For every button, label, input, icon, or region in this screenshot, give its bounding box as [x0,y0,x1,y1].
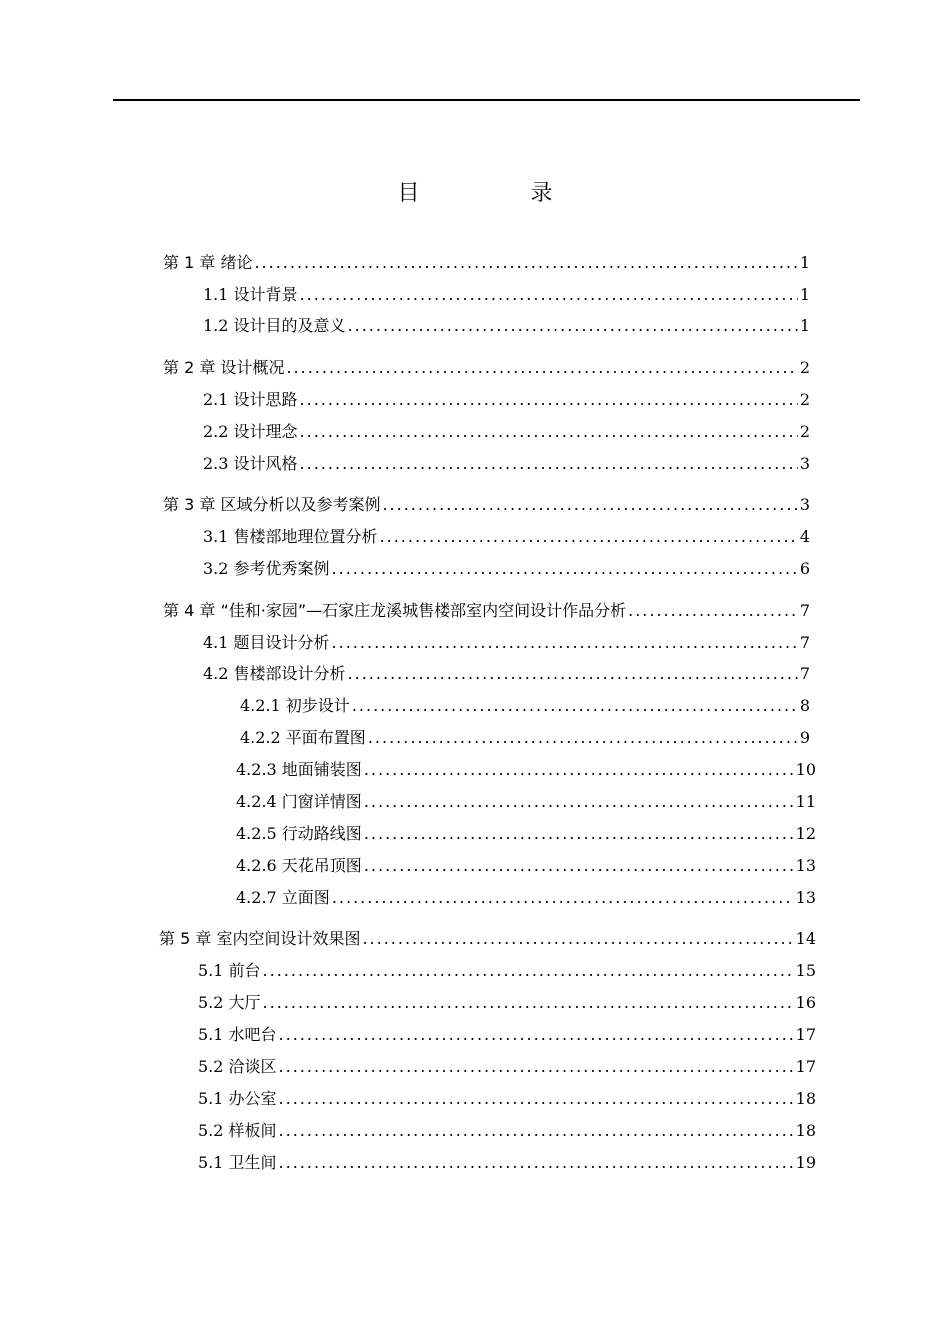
toc-leader [364,792,794,811]
toc-label: 5.2 样板间 [198,1121,277,1140]
toc-label: 5.1 水吧台 [198,1025,277,1044]
toc-label: 5.1 前台 [198,961,261,980]
toc-label: 2.1 设计思路 [203,390,298,409]
toc-label: 第 5 章 室内空间设计效果图 [159,929,361,948]
toc-label: 4.2.3 地面铺装图 [236,760,362,779]
toc-label: 5.2 大厅 [198,993,261,1012]
toc-entry[interactable] [240,693,810,717]
toc-entry[interactable] [198,1054,816,1078]
toc-page: 17 [795,1057,816,1076]
toc-page: 1 [799,316,810,335]
toc-label: 4.2.1 初步设计 [240,696,350,715]
toc-entry[interactable] [203,630,810,654]
toc-entry[interactable] [203,451,810,475]
toc-leader [279,1089,794,1108]
toc-label: 1.2 设计目的及意义 [203,316,346,335]
toc-page: 13 [795,888,816,907]
toc-leader [352,696,798,715]
toc-leader [279,1025,794,1044]
toc-entry[interactable] [163,250,810,274]
toc-label: 4.2.5 行动路线图 [236,824,362,843]
toc-label: 1.1 设计背景 [203,285,298,304]
toc-page: 15 [795,961,816,980]
toc-leader [368,728,798,747]
toc-label: 5.1 卫生间 [198,1153,277,1172]
toc-page: 2 [799,358,810,377]
toc-entry[interactable] [203,556,810,580]
toc-entry[interactable] [203,387,810,411]
toc-page: 8 [799,696,810,715]
toc-page: 4 [799,527,810,546]
toc-label: 第 2 章 设计概况 [163,358,285,377]
toc-page: 7 [799,633,810,652]
toc-entry[interactable] [203,282,810,306]
toc-entry[interactable] [203,524,810,548]
toc-page: 18 [795,1121,816,1140]
toc-entry[interactable] [236,853,816,877]
toc-page: 18 [795,1089,816,1108]
toc-leader [382,495,797,514]
toc-page: 7 [799,601,810,620]
toc-leader [364,824,794,843]
toc-leader [279,1121,794,1140]
toc-entry[interactable] [236,885,816,909]
toc-leader [628,601,798,620]
toc-leader [279,1057,794,1076]
toc-page: 17 [795,1025,816,1044]
toc-leader [332,559,798,578]
toc-label: 3.1 售楼部地理位置分析 [203,527,378,546]
toc-leader [362,929,793,948]
toc-entry[interactable] [236,757,816,781]
toc-page: 1 [799,253,810,272]
toc-leader [263,961,794,980]
toc-entry[interactable] [159,926,816,950]
toc-entry[interactable] [203,661,810,685]
toc-label: 第 3 章 区域分析以及参考案例 [163,495,381,514]
toc-label: 第 1 章 绪论 [163,253,253,272]
toc-label: 3.2 参考优秀案例 [203,559,330,578]
toc-entry[interactable] [198,1086,816,1110]
toc-leader [300,422,798,441]
toc-page: 14 [795,929,816,948]
toc-entry[interactable] [198,958,816,982]
toc-page: 10 [795,760,816,779]
toc-page: 16 [795,993,816,1012]
toc-label: 5.1 办公室 [198,1089,277,1108]
toc-page: 12 [795,824,816,843]
toc-page: 2 [799,390,810,409]
toc-label: 4.2.7 立面图 [236,888,330,907]
toc-entry[interactable] [240,725,810,749]
toc-leader [332,888,794,907]
toc-entry[interactable] [236,789,816,813]
toc-page: 7 [799,664,810,683]
toc-entry[interactable] [163,492,810,516]
toc-page: 6 [799,559,810,578]
toc-page: 2 [799,422,810,441]
page-title: 目 录 [397,181,605,206]
toc-label: 2.3 设计风格 [203,454,298,473]
toc-leader [300,454,798,473]
toc-page: 19 [795,1153,816,1172]
toc-leader [332,633,798,652]
toc-leader [279,1153,794,1172]
toc-leader [300,285,798,304]
toc-page: 3 [799,495,810,514]
toc-entry[interactable] [203,313,810,337]
toc-label: 4.2.4 门窗详情图 [236,792,362,811]
toc-leader [300,390,798,409]
toc-page: 11 [795,792,816,811]
toc-entry[interactable] [198,1118,816,1142]
toc-entry[interactable] [198,990,816,1014]
toc-label: 4.2.2 平面布置图 [240,728,366,747]
toc-leader [286,358,797,377]
toc-leader [263,993,794,1012]
toc-entry[interactable] [198,1022,816,1046]
toc-entry[interactable] [163,355,810,379]
toc-label: 第 4 章 “佳和·家园”—石家庄龙溪城售楼部室内空间设计作品分析 [163,601,627,620]
toc-leader [348,316,798,335]
toc-label: 4.2 售楼部设计分析 [203,664,346,683]
toc-label: 4.1 题目设计分析 [203,633,330,652]
toc-leader [364,760,794,779]
toc-page: 1 [799,285,810,304]
toc-label: 2.2 设计理念 [203,422,298,441]
toc-entry[interactable] [236,821,816,845]
toc-page: 13 [795,856,816,875]
toc-page: 9 [799,728,810,747]
toc-entry[interactable] [163,598,810,622]
toc-entry[interactable] [198,1150,816,1174]
toc-entry[interactable] [203,419,810,443]
toc-page: 3 [799,454,810,473]
toc-label: 5.2 洽谈区 [198,1057,277,1076]
toc-leader [254,253,797,272]
toc-leader [348,664,798,683]
toc-label: 4.2.6 天花吊顶图 [236,856,362,875]
toc-leader [364,856,794,875]
toc-leader [380,527,798,546]
